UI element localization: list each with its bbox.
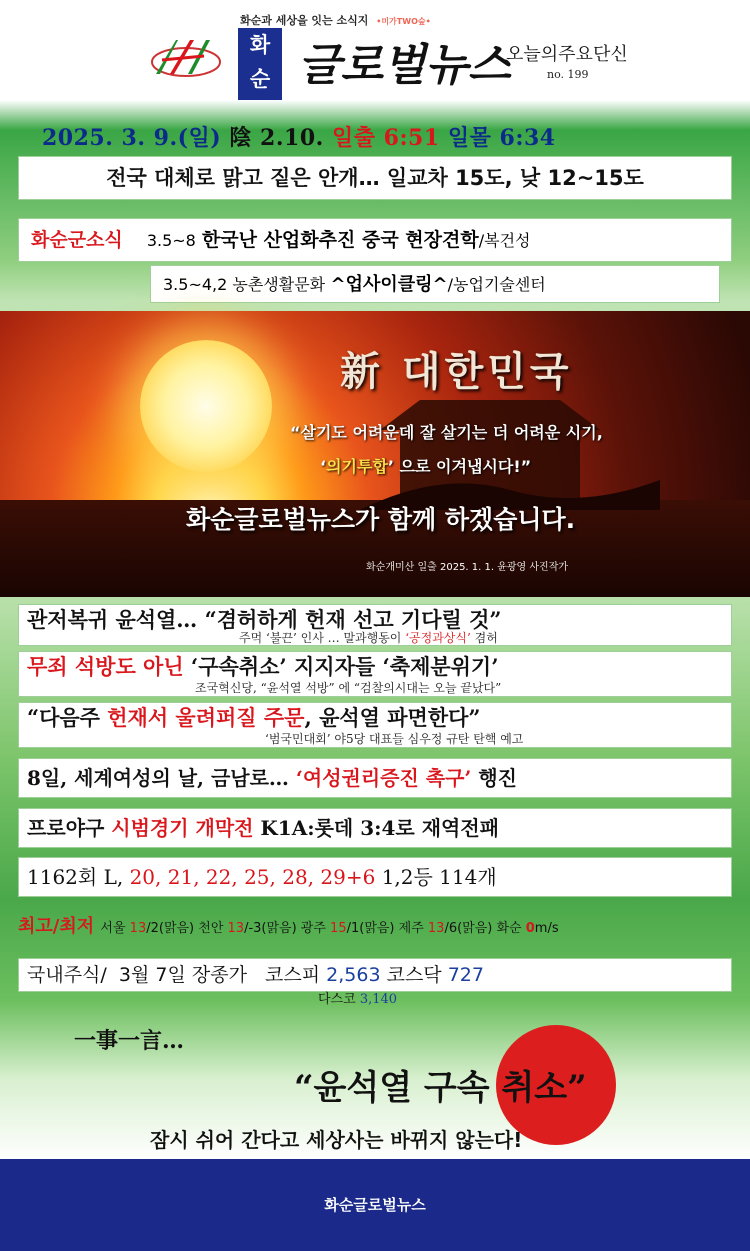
temp-cheonan [198,921,301,936]
news-2-headline [27,654,731,680]
temp-gwangju [301,921,399,936]
news-3-headline [27,705,731,731]
temp-city: 서울 [100,921,130,936]
temp-rest: /-3(맑음) [244,921,301,936]
news-4-headline-pre: 8일, 세계여성의 날, 금남로… [27,766,296,790]
date-text: 2025. 3. 9.(일) [42,125,222,151]
news-1-sub-pre: 주먹 ‘불끈’ 인사 … 말과행동이 [239,631,406,645]
global-news-script-text: 글로벌뉴스 [298,40,511,91]
temp-rest: m/s [534,921,559,936]
sub-head: 오늘의주요단신 [506,44,628,65]
news-item-4 [18,758,732,798]
news-item-5 [18,808,732,848]
news-item-2 [18,651,732,697]
temp-city: 천안 [198,921,228,936]
hh-logo-icon [148,34,224,86]
temp-high: 0 [525,921,535,936]
banner-title: 新 대한민국 [340,348,573,395]
hwasun-char-2: 순 [249,67,271,91]
tagline-text: 화순과 세상을 잇는 소식지 [240,14,369,27]
one-word-quote: “윤석열 구속 취소” [294,1068,587,1108]
news-1-sub-highlight: ‘공정과상식’ [405,631,471,645]
temp-high: 15 [330,921,347,936]
temp-rest: /1(맑음) [346,921,399,936]
one-word-subtext: 잠시 쉬어 간다고 세상사는 바뀌지 않는다! [150,1128,523,1152]
lotto-round: 1162회 L, [27,865,130,889]
sun-image [140,340,272,472]
banner-quote-line2 [320,454,531,477]
news-3-headline-post: , 윤석열 파면한다” [304,705,481,730]
sunset-time: 일몰 6:34 [447,125,556,151]
temp-city: 제주 [398,921,428,936]
news-item-3 [18,702,732,748]
news-4-headline-red: ‘여성권리증진 촉구’ [295,766,472,790]
stock-row [18,958,732,992]
weather-summary: 전국 대체로 맑고 짙은 안개… 일교차 15도, 낮 12~15도 [18,156,732,200]
temp-jeju [399,921,497,936]
temp-seoul [100,921,198,936]
tagline [240,12,431,28]
news-3-headline-pre: “다음주 [27,705,108,730]
temp-rest: /2(맑음) [146,921,199,936]
kospi-value: 2,563 [326,964,381,986]
temperature-row [18,912,559,938]
hwasun-logo-box [238,28,282,100]
banner-main-text: 화순글로벌뉴스가 함께 하겠습니다. [186,505,576,534]
dasko-row [318,988,397,1007]
local-item1-source: /복건성 [478,231,531,250]
date-row [42,121,556,152]
news-5-headline-post: K1A:롯데 3:4로 재역전패 [253,816,499,840]
lotto-numbers: 20, 21, 22, 25, 28, 29+6 [129,865,376,889]
local-item1-title: 한국난 산업화추진 중국 현장견학 [201,229,479,251]
news-5-headline-red: 시범경기 개막전 [111,816,254,840]
issue-number: no. 199 [547,68,589,81]
banner-quote2-post: ’ 으로 이겨냅시다!” [387,457,532,476]
tagline-small: •미가TWO숲• [376,17,431,26]
local-news-row-1 [18,218,732,262]
news-1-sub-post: 겸허 [470,631,498,645]
temp-hwasun [496,921,558,936]
local-news-row-2 [150,265,720,303]
one-word-label: 一事一言… [74,1028,185,1054]
news-5-headline-pre: 프로야구 [27,816,112,840]
news-item-6-lotto [18,857,732,897]
sunrise-time: 일출 6:51 [331,125,440,151]
news-3-sub: ‘범국민대회’ 야5당 대표들 심우정 규탄 탄핵 예고 [265,732,524,746]
temp-city: 화순 [496,921,526,936]
footer-text: 화순글로벌뉴스 [324,1196,426,1214]
banner-quote-line1: “살기도 어려운데 잘 살기는 더 어려운 시기, [290,423,603,442]
temp-high: 13 [227,921,245,936]
stock-text: 국내주식/ 3월 7일 장종가 코스피 [27,964,327,986]
temp-rest: /6(맑음) [444,921,497,936]
local-section-label: 화순군소식 [31,229,123,251]
lunar-date: 陰 2.10. [229,125,324,151]
news-1-sub [239,629,498,646]
news-2-headline-rest: ‘구속취소’ 지지자들 ‘축제분위기’ [183,654,499,679]
temperature-label: 최고/최저 [18,916,95,937]
temp-city: 광주 [300,921,331,936]
dasko-label: 다스코 [318,992,360,1007]
news-2-headline-red: 무죄 석방도 아닌 [27,654,184,679]
news-item-1 [18,604,732,646]
news-4-headline-post: 행진 [471,766,517,790]
banner-quote2-highlight: 의기투합 [326,457,388,476]
footer-bar [0,1159,750,1251]
local-item2-title: ^업사이클링^ [330,274,448,295]
local-item2-source: /농업기술센터 [447,275,546,294]
banner-quote2-pre: ‘ [320,457,327,476]
kosdaq-value: 727 [447,964,484,986]
dasko-value: 3,140 [359,992,398,1007]
news-2-sub: 조국혁신당, “윤석열 석방” 에 “검찰의시대는 오늘 끝났다” [195,681,502,695]
kosdaq-label: 코스닥 [380,964,448,986]
news-3-headline-red: 헌재서 울려퍼질 주문 [107,705,305,730]
local-item1-date: 3.5~8 [146,231,196,250]
global-news-logo [292,28,511,94]
temp-high: 13 [129,921,147,936]
local-item2-date: 3.5~4,2 농촌생활문화 [163,275,326,294]
hwasun-char-1: 화 [249,33,271,57]
lotto-winners: 1,2등 114개 [375,865,497,889]
banner-photo-credit: 화순개미산 일출 2025. 1. 1. 윤광영 사진작가 [366,562,569,573]
temp-high: 13 [427,921,445,936]
news-1-headline: 관저복귀 윤석열… “겸허하게 헌재 선고 기다릴 것” [27,607,502,632]
